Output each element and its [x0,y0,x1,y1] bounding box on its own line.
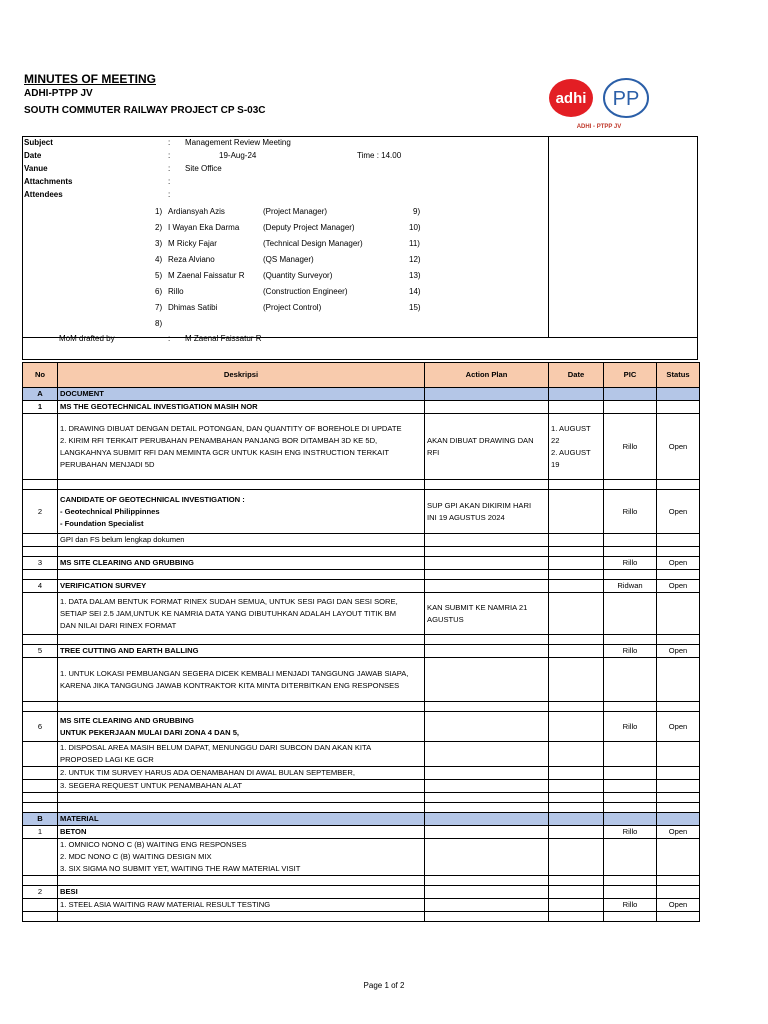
date-label: Date [24,151,42,160]
item-title: BESI [58,886,425,899]
header-date: Date [549,363,604,388]
attendee-name: Rillo [168,287,184,296]
item-action-plan: KAN SUBMIT KE NAMRIA 21 AGUSTUS [425,593,549,635]
item-no: 2 [23,490,58,534]
item-title: TREE CUTTING AND EARTH BALLING [58,645,425,658]
table-row [23,401,700,414]
item-status: Open [657,645,700,658]
table-row [23,414,700,480]
header-status: Status [657,363,700,388]
subject-colon: : [168,138,171,147]
item-pic: Rillo [604,712,657,742]
attendee-number: 2) [155,223,163,232]
attendee-name: M Zaenal Faissatur R [168,271,245,280]
table-row [23,826,700,839]
section-title: MATERIAL [58,813,425,826]
header-action-plan: Action Plan [425,363,549,388]
attendee-name: Dhimas Satibi [168,303,218,312]
date-value: 19-Aug-24 [219,151,257,160]
item-no: 3 [23,557,58,570]
attendee-number-right: 15) [409,303,421,312]
section-row-document [23,388,700,401]
table-row [23,899,700,912]
meeting-info-box [22,136,698,360]
item-title: VERIFICATION SURVEY [58,580,425,593]
item-pic: Rillo [604,490,657,534]
table-row [23,534,700,547]
drafted-by-value: M Zaenal Faissatur R [185,334,262,343]
attendee-number-right: 12) [409,255,421,264]
item-description: 2. UNTUK TIM SURVEY HARUS ADA OENAMBAHAN DI AWAL BULAN SEPTEMBER, [58,767,425,780]
item-description: CANDIDATE OF GEOTECHNICAL INVESTIGATION : - Geotechnical Philippinnes - Foundation Specialist [58,490,425,534]
attendee-number: 4) [155,255,163,264]
table-row [23,593,700,635]
attendee-role: (Project Manager) [263,207,328,216]
section-no: B [23,813,58,826]
item-no: 1 [23,826,58,839]
header-deskripsi: Deskripsi [58,363,425,388]
attendee-role: (Construction Engineer) [263,287,348,296]
attendee-name: M Ricky Fajar [168,239,217,248]
attendee-number-right: 10) [409,223,421,232]
attendee-name: I Wayan Eka Darma [168,223,240,232]
adhi-ptpp-logo [548,76,650,130]
item-status: Open [657,580,700,593]
item-no: 4 [23,580,58,593]
item-action-plan: SUP GPI AKAN DIKIRIM HARI INI 19 AGUSTUS 2024 [425,490,549,534]
item-status: Open [657,490,700,534]
drafted-by-label: MoM drafted by [59,334,115,343]
table-row [23,767,700,780]
item-pic: Rillo [604,645,657,658]
attendee-role: (QS Manager) [263,255,314,264]
table-header-row [23,363,700,388]
table-row [23,658,700,702]
item-description: 1. DISPOSAL AREA MASIH BELUM DAPAT, MENUNGGU DARI SUBCON DAN AKAN KITA PROPOSED LAGI KE GCR [58,742,425,767]
item-status: Open [657,414,700,480]
item-status: Open [657,557,700,570]
item-description: 1. STEEL ASIA WAITING RAW MATERIAL RESULT TESTING [58,899,425,912]
attendee-number: 7) [155,303,163,312]
logo-adhi-text: adhi [555,90,587,107]
section-title: DOCUMENT [58,388,425,401]
table-row [23,490,700,534]
item-date: 1. AUGUST 22 2. AUGUST 19 [549,414,604,480]
item-pic: Rillo [604,826,657,839]
item-no: 1 [23,401,58,414]
drafted-by-colon: : [168,334,171,343]
venue-colon: : [168,164,171,173]
item-no: 5 [23,645,58,658]
info-divider-vertical [548,137,549,337]
attendee-number-right: 9) [413,207,421,216]
attendee-name: Reza Alviano [168,255,215,264]
page-number: Page 1 of 2 [363,981,405,990]
subject-value: Management Review Meeting [185,138,291,147]
attendee-number: 3) [155,239,163,248]
item-title: MS SITE CLEARING AND GRUBBING UNTUK PEKERJAAN MULAI DARI ZONA 4 DAN 5, [58,712,425,742]
attendee-role: (Quantity Surveyor) [263,271,333,280]
attendees-label: Attendees [24,190,63,199]
table-row [23,557,700,570]
table-row [23,742,700,767]
table-row [23,886,700,899]
attendee-role: (Deputy Project Manager) [263,223,355,232]
item-title: MS SITE CLEARING AND GRUBBING [58,557,425,570]
action-items-table [22,362,700,922]
table-row [23,645,700,658]
attendee-number: 1) [155,207,163,216]
item-status: Open [657,826,700,839]
logo-pp-text: PP [612,88,640,110]
header-pic: PIC [604,363,657,388]
logo-caption: ADHI - PTPP JV [576,124,622,130]
date-colon: : [168,151,171,160]
time-value: Time : 14.00 [357,151,402,160]
attendee-name: Ardiansyah Azis [168,207,225,216]
item-action-plan: AKAN DIBUAT DRAWING DAN RFI [425,414,549,480]
item-title: BETON [58,826,425,839]
company-name: ADHI-PTPP JV [24,88,93,99]
attendee-number: 5) [155,271,163,280]
item-status: Open [657,712,700,742]
item-description: 1. DATA DALAM BENTUK FORMAT RINEX SUDAH SEMUA, UNTUK SESI PAGI DAN SESI SORE, SETIAP SEI 2.5 JAM,UNTUK KE NAMRIA DATA YANG DIBUTUHKAN ADALAH LAYOUT TITIK BM DAN NILAI DARI RINEX FORMAT [58,593,425,635]
item-title: MS THE GEOTECHNICAL INVESTIGATION MASIH NOR [58,401,425,414]
item-pic: Rillo [604,557,657,570]
attachments-colon: : [168,177,171,186]
section-row-material [23,813,700,826]
item-no: 2 [23,886,58,899]
item-no: 6 [23,712,58,742]
attachments-label: Attachments [24,177,73,186]
item-status: Open [657,899,700,912]
attendee-number-right: 13) [409,271,421,280]
venue-label: Vanue [24,164,48,173]
item-pic: Rillo [604,414,657,480]
project-name: SOUTH COMMUTER RAILWAY PROJECT CP S-03C [24,105,266,116]
item-note: GPI dan FS belum lengkap dokumen [58,534,425,547]
attendee-number: 8) [155,319,163,328]
subject-label: Subject [24,138,53,147]
header-no: No [23,363,58,388]
document-title: MINUTES OF MEETING [24,72,156,86]
item-description: 1. UNTUK LOKASI PEMBUANGAN SEGERA DICEK KEMBALI MENJADI TANGGUNG JAWAB SIAPA, KARENA JIKA TANGGUNG JAWAB KONTRAKTOR KITA MINTA DITERBITKAN ENG RESPONSES [58,658,425,702]
attendee-number: 6) [155,287,163,296]
section-no: A [23,388,58,401]
item-description: 1. DRAWING DIBUAT DENGAN DETAIL POTONGAN, DAN QUANTITY OF BOREHOLE DI UPDATE 2. KIRIM RFI TERKAIT PERUBAHAN PENAMBAHAN PANJANG BOR DITAMBAH 3D KE 5D, LANGKAHNYA SUBMIT RFI DAN MEMINTA GCR UNTUK KASIH ENG INSTRUCTION TERKAIT PERUBAHAN MENJADI 5D [58,414,425,480]
item-pic: Rillo [604,899,657,912]
info-divider-horizontal [23,337,697,338]
attendee-number-right: 14) [409,287,421,296]
attendee-role: (Project Control) [263,303,322,312]
attendee-role: (Technical Design Manager) [263,239,363,248]
table-row [23,580,700,593]
attendee-number-right: 11) [409,239,420,248]
table-row [23,839,700,876]
item-description: 1. OMNICO NONO C (B) WAITING ENG RESPONSES 2. MDC NONO C (B) WAITING DESIGN MIX 3. SIX SIGMA NO SUBMIT YET, WAITING THE RAW MATERIAL VISIT [58,839,425,876]
attendees-colon: : [168,190,171,199]
item-description: 3. SEGERA REQUEST UNTUK PENAMBAHAN ALAT [58,780,425,793]
table-row [23,780,700,793]
table-row [23,712,700,742]
venue-value: Site Office [185,164,222,173]
item-pic: Ridwan [604,580,657,593]
